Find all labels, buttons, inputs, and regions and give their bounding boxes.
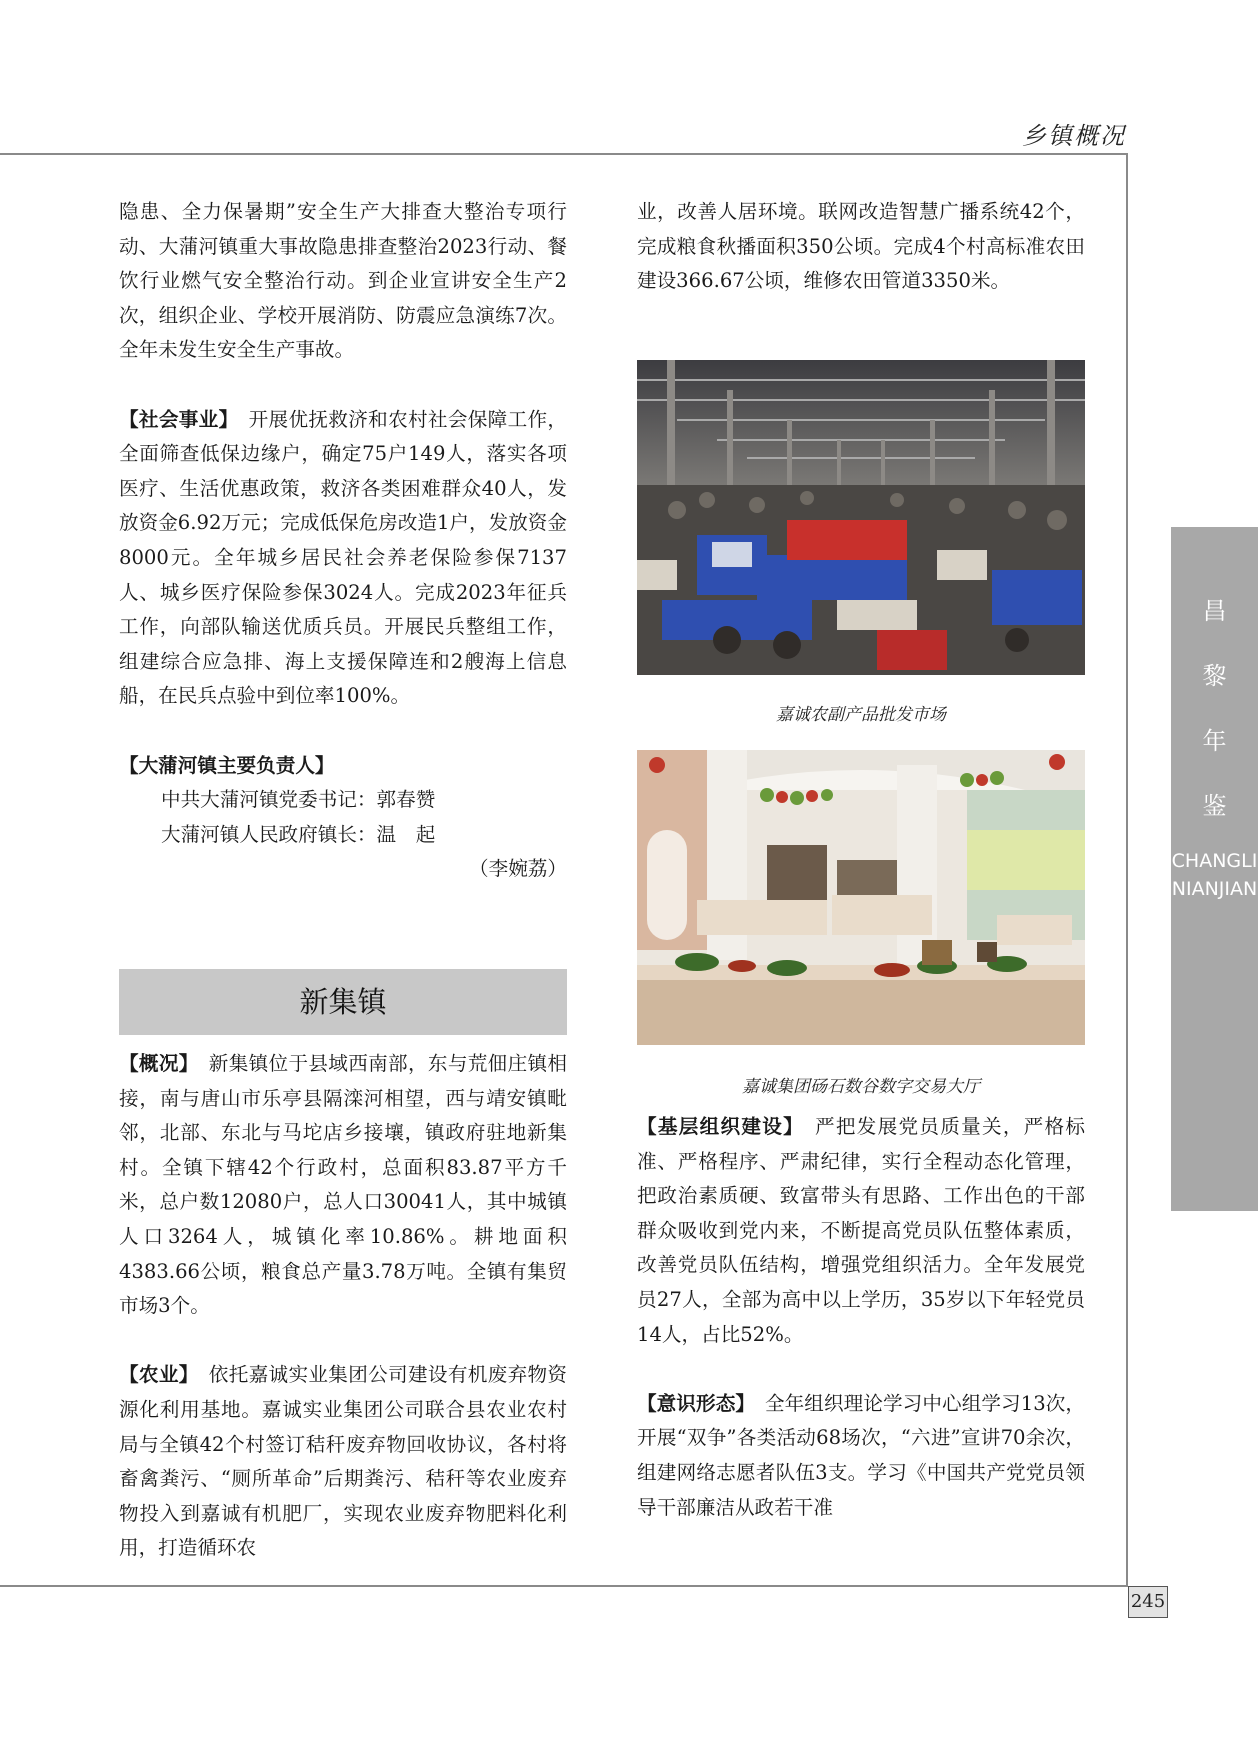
side-char-3: 年 — [1202, 727, 1227, 755]
leader-secretary: 中共大蒲河镇党委书记：郭春赞 — [161, 788, 436, 812]
left-column-bottom — [119, 1047, 567, 1566]
social-paragraph — [119, 403, 567, 714]
page-number: 245 — [1128, 1586, 1168, 1618]
ideo-paragraph — [637, 1387, 1085, 1525]
hall-photo — [637, 750, 1085, 1045]
side-pinyin: CHANGLINIANJIAN — [1171, 850, 1258, 901]
overview-paragraph — [119, 1047, 567, 1324]
right-paragraph-1: 业，改善人居环境。联网改造智慧广播系统42个，完成粮食秋播面积350公顷。完成4个村高标准农田建设366.67公顷，维修农田管道3350米。 — [637, 200, 1085, 293]
social-heading: 【社会事业】 — [119, 407, 229, 431]
org-paragraph — [637, 1110, 1085, 1352]
market-photo-image — [637, 360, 1085, 675]
org-text: 严把发展党员质量关，严格标准、严格程序、严肃纪律，实行全程动态化管理，把政治素质硬、致富带头有思路、工作出色的干部群众吸收到党内来，不断提高党员队伍整体素质，改善党员队伍结构，增强党组织活力。全年发展党员27人，全部为高中以上学历，35岁以下年轻党员14人，占比52%。 — [637, 1115, 1086, 1346]
org-heading: 【基层组织建设】 — [637, 1115, 795, 1138]
side-char-2: 黎 — [1202, 662, 1227, 690]
agri-heading: 【农业】 — [119, 1363, 189, 1387]
overview-text: 新集镇位于县域西南部，东与荒佃庄镇相接，南与唐山市乐亭县隔滦河相望，西与靖安镇毗邻，北部、东北与马坨店乡接壤，镇政府驻地新集村。全镇下辖42个行政村，总面积83.87平方千米，总户数12080户，总人口30041人，其中城镇人口3264人，城镇化率10.86%。耕地面积4383.66公顷，粮食总产量3.78万吨。全镇有集贸市场3个。 — [119, 1052, 568, 1318]
hall-caption: 嘉诚集团砀石数谷数字交易大厅 — [742, 1077, 980, 1097]
agri-text: 依托嘉诚实业集团公司建设有机废弃物资源化利用基地。嘉诚实业集团公司联合县农业农村局与全镇42个村签订秸秆废弃物回收协议，各村将畜禽粪污、“厕所革命”后期粪污、秸秆等农业废弃物投入到嘉诚有机肥厂，实现农业废弃物肥料化利用，打造循环农 — [119, 1363, 568, 1560]
right-column-top — [637, 195, 1085, 299]
agri-paragraph — [119, 1358, 567, 1566]
section-title: 乡镇概况 — [1022, 122, 1126, 150]
side-tab — [1171, 527, 1258, 1211]
side-char-4: 鉴 — [1202, 792, 1227, 820]
author-credit: （李婉荔） — [469, 857, 567, 881]
side-char-1: 昌 — [1202, 597, 1227, 625]
frame-bottom-rule — [0, 1585, 1128, 1587]
town-title-band: 新集镇 — [119, 969, 567, 1035]
ideo-text: 全年组织理论学习中心组学习13次，开展“双争”各类活动68场次，“六进”宣讲70余次，组建网络志愿者队伍3支。学习《中国共产党党员领导干部廉洁从政若干准 — [637, 1391, 1086, 1519]
right-column-bottom — [637, 1110, 1085, 1525]
overview-heading: 【概况】 — [119, 1052, 189, 1075]
left-paragraph-1: 隐患、全力保暑期”安全生产大排查大整治专项行动、大蒲河镇重大事故隐患排查整治2023行动、餐饮行业燃气安全整治行动。到企业宣讲安全生产2次，组织企业、学校开展消防、防震应急演练7次。全年未发生安全生产事故。 — [119, 200, 567, 362]
frame-right-rule — [1126, 153, 1128, 1585]
ideo-heading: 【意识形态】 — [637, 1391, 746, 1415]
social-text: 开展优抚救济和农村社会保障工作，全面筛查低保边缘户，确定75户149人，落实各项医疗、生活优惠政策，救济各类困难群众40人，发放资金6.92万元；完成低保危房改造1户，发放资金8000元。全年城乡居民社会养老保险参保7137人、城乡医疗保险参保3024人。完成2023年征兵工作，向部队输送优质兵员。开展民兵整组工作，组建综合应急排、海上支援保障连和2艘海上信息船，在民兵点验中到位率100%。 — [119, 407, 568, 708]
frame-top-rule — [0, 153, 1128, 155]
leader-mayor: 大蒲河镇人民政府镇长：温 起 — [161, 822, 436, 846]
hall-photo-image — [637, 750, 1085, 1045]
left-column-top — [119, 195, 567, 887]
market-photo — [637, 360, 1085, 675]
market-caption: 嘉诚农副产品批发市场 — [776, 705, 946, 725]
leaders-heading: 【大蒲河镇主要负责人】 — [119, 753, 335, 777]
